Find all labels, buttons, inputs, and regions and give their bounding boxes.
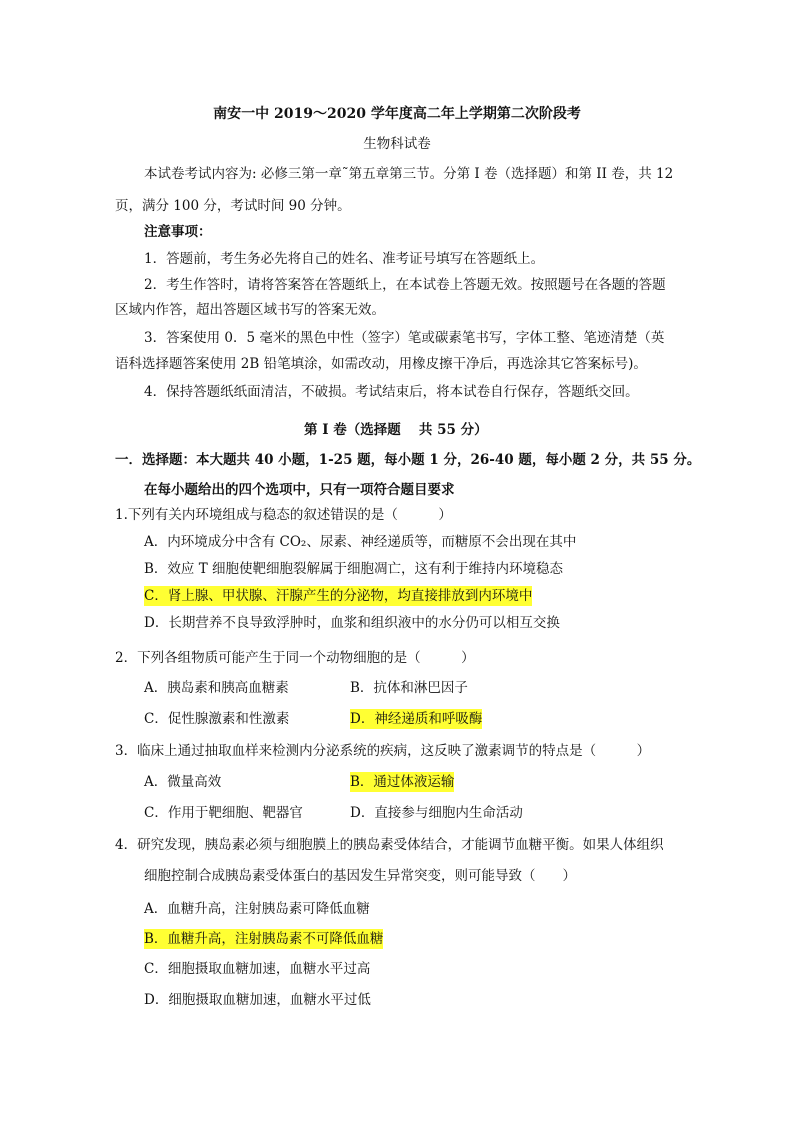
note-4: 4．保持答题纸纸面清洁，不破损。考试结束后，将本试卷自行保存，答题纸交回。 — [144, 384, 639, 400]
question-1-option-b: B．效应 T 细胞使靶细胞裂解属于细胞凋亡，这有利于维持内环境稳态 — [144, 561, 564, 577]
question-3-option-c: C．作用于靶细胞、靶器官 — [144, 805, 303, 821]
question-3-option-d: D．直接参与细胞内生命活动 — [350, 805, 523, 821]
question-2-option-c: C．促性腺激素和性激素 — [144, 711, 290, 727]
question-2-option-d-highlighted: D．神经递质和呼吸酶 — [350, 711, 483, 727]
question-2-stem: 2．下列各组物质可能产生于同一个动物细胞的是（ ） — [115, 650, 475, 666]
note-3-line-1: 3．答案使用 0．5 毫米的黑色中性（签字）笔或碳素笔书写，字体工整、笔迹清楚（英 — [144, 330, 665, 346]
question-2-option-a: A．胰岛素和胰高血糖素 — [144, 680, 289, 696]
question-3-option-b-highlighted: B．通过体液运输 — [350, 774, 455, 790]
question-1-option-d: D．长期营养不良导致浮肿时，血浆和组织液中的水分仍可以相互交换 — [144, 615, 560, 631]
question-4-stem-line-1: 4．研究发现，胰岛素必须与细胞膜上的胰岛素受体结合，才能调节血糖平衡。如果人体组织 — [115, 837, 664, 853]
question-1-stem: 1.下列有关内环境组成与稳态的叙述错误的是（ ） — [115, 507, 452, 523]
note-1: 1．答题前，考生务必先将自己的姓名、准考证号填写在答题纸上。 — [144, 251, 545, 267]
intro-line-1: 本试卷考试内容为: 必修三第一章˜第五章第三节。分第 I 卷（选择题）和第 II 卷，共 12 — [144, 166, 674, 182]
section-1-instruction: 在每小题给出的四个选项中，只有一项符合题目要求 — [144, 482, 455, 498]
part-1-heading: 第 I 卷（选择题 共 55 分） — [304, 422, 488, 438]
page-subtitle: 生物科试卷 — [363, 136, 431, 152]
question-4-option-a: A．血糖升高，注射胰岛素可降低血糖 — [144, 901, 370, 917]
page-title: 南安一中 2019～2020 学年度高二年上学期第二次阶段考 — [213, 106, 581, 122]
question-4-stem-line-2: 细胞控制合成胰岛素受体蛋白的基因发生异常突变，则可能导致（ ） — [144, 868, 576, 884]
note-2-line-1: 2．考生作答时，请将答案答在答题纸上，在本试卷上答题无效。按照题号在各题的答题 — [144, 277, 666, 293]
question-3-option-a: A．微量高效 — [144, 774, 222, 790]
question-4-option-c: C．细胞摄取血糖加速，血糖水平过高 — [144, 961, 371, 977]
section-1-heading: 一．选择题：本大题共 40 小题，1-25 题，每小题 1 分，26-40 题，每小题 2 分，共 55 分。 — [115, 452, 701, 468]
note-2-line-2: 区域内作答，超出答题区域书写的答案无效。 — [115, 302, 385, 318]
question-3-stem: 3．临床上通过抽取血样来检测内分泌系统的疾病，这反映了激素调节的特点是（ ） — [115, 743, 651, 759]
notes-heading: 注意事项： — [144, 224, 212, 240]
question-1-option-c-highlighted: C．肾上腺、甲状腺、汗腺产生的分泌物，均直接排放到内环境中 — [144, 588, 533, 604]
intro-line-2: 页，满分 100 分，考试时间 90 分钟。 — [115, 198, 351, 214]
question-1-option-a: A．内环境成分中含有 CO₂、尿素、神经递质等，而糖原不会出现在其中 — [144, 534, 577, 550]
note-3-line-2: 语科选择题答案使用 2B 铅笔填涂，如需改动，用橡皮擦干净后，再选涂其它答案标号)。 — [115, 356, 647, 372]
question-4-option-d: D．细胞摄取血糖加速，血糖水平过低 — [144, 992, 371, 1008]
question-2-option-b: B．抗体和淋巴因子 — [350, 680, 468, 696]
question-4-option-b-highlighted: B．血糖升高，注射胰岛素不可降低血糖 — [144, 931, 384, 947]
